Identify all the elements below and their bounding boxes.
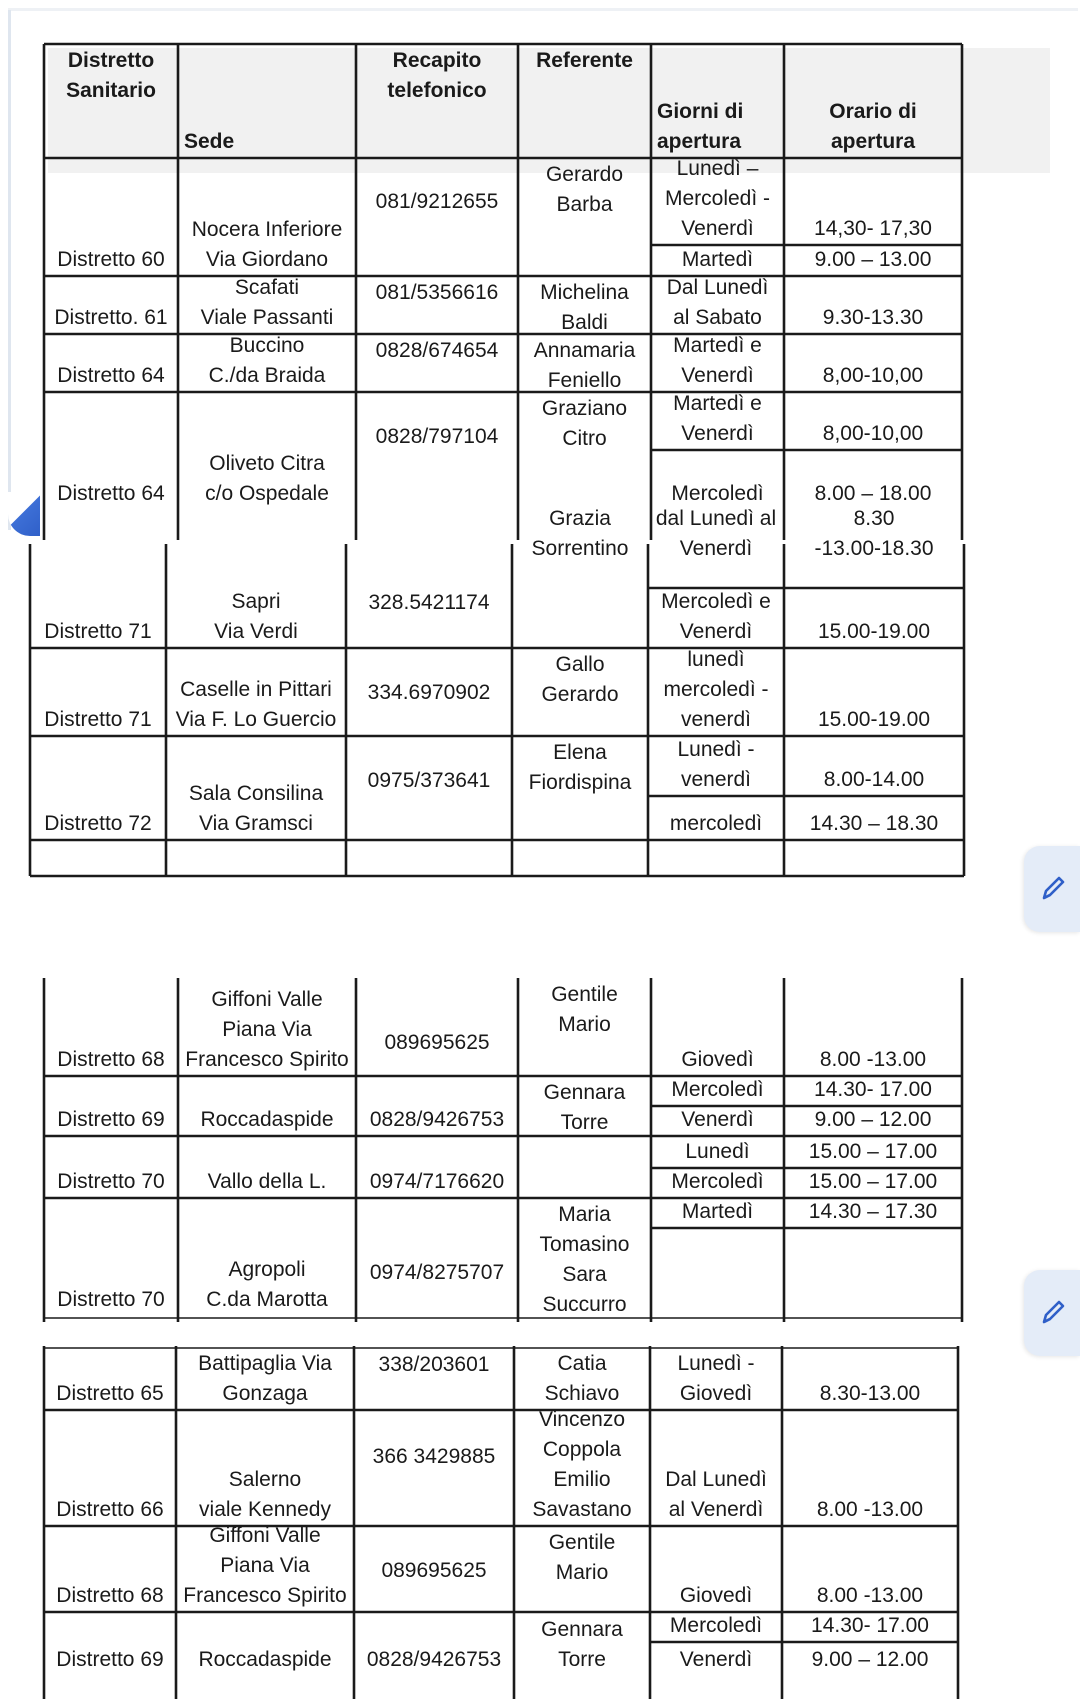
- cell-giorni: al Sabato: [673, 306, 762, 329]
- cell-orario: 14,30- 17,30: [814, 217, 932, 240]
- cell-giorni: Dal Lunedì: [665, 1468, 767, 1491]
- cell-giorni: Martedì e: [673, 334, 762, 357]
- cell-distretto: Distretto 68: [56, 1584, 164, 1607]
- cell-telefono: 0975/373641: [367, 769, 491, 792]
- cell-sede: Via F. Lo Guercio: [175, 708, 337, 731]
- cell-telefono: 334.6970902: [367, 681, 491, 704]
- screenshot-frame-left: [8, 10, 11, 530]
- cell-orario: 8.00 -13.00: [816, 1498, 924, 1521]
- cell-orario: 14.30 – 17.30: [808, 1200, 938, 1223]
- cell-referente: Savastano: [532, 1498, 632, 1521]
- cell-giorni: al Venerdì: [668, 1498, 764, 1521]
- cell-distretto: Distretto 71: [44, 708, 152, 731]
- cell-sede: Roccadaspide: [200, 1108, 334, 1131]
- cell-referente: Gerardo: [545, 163, 624, 186]
- cell-telefono: 0828/9426753: [369, 1108, 505, 1131]
- cell-referente: Gallo: [555, 653, 605, 676]
- cell-giorni: Lunedì -: [677, 1352, 755, 1375]
- column-header-recapito: Recapito: [392, 49, 482, 72]
- cell-giorni: Mercoledì -: [664, 187, 771, 210]
- cell-giorni: Giovedì: [679, 1584, 753, 1607]
- cell-distretto: Distretto 70: [57, 1288, 165, 1311]
- cell-distretto: Distretto 66: [56, 1498, 164, 1521]
- column-header-referente: Referente: [536, 49, 633, 72]
- cell-giorni: Venerdì: [681, 422, 754, 445]
- cell-orario: 9.00 – 12.00: [811, 1648, 929, 1671]
- cell-referente: Gennara: [541, 1618, 623, 1641]
- cell-giorni: Giovedì: [679, 1382, 753, 1405]
- cell-referente: Fiordispina: [528, 771, 632, 794]
- column-header-distretto: Distretto: [67, 49, 155, 72]
- cell-giorni: Lunedì -: [677, 738, 755, 761]
- cell-sede: Buccino: [229, 334, 305, 357]
- cell-orario: 9.30-13.30: [822, 306, 924, 329]
- cell-referente: Tomasino: [539, 1233, 630, 1256]
- cell-giorni: venerdì: [680, 768, 752, 791]
- cell-referente: Gennara: [543, 1081, 626, 1104]
- table-segment-4: [40, 1346, 1058, 1699]
- cell-sede: Giffoni Valle: [209, 1524, 321, 1547]
- cell-orario: 8.00 – 18.00: [814, 482, 932, 505]
- cell-sede: Sala Consilina: [188, 782, 324, 805]
- cell-sede: Vallo della L.: [207, 1170, 327, 1193]
- cell-referente: Graziano: [541, 397, 628, 420]
- cell-orario: 15.00-19.00: [817, 620, 931, 643]
- cell-distretto: Distretto 64: [57, 482, 165, 505]
- screenshot-frame-corner: [8, 492, 42, 536]
- cell-giorni: Venerdì: [679, 620, 753, 643]
- cell-sede: Caselle in Pittari: [180, 678, 332, 701]
- cell-sede: Nocera Inferiore: [191, 218, 343, 241]
- cell-referente: Gerardo: [541, 683, 619, 706]
- cell-sede: c/o Ospedale: [205, 482, 329, 505]
- cell-referente: Michelina: [540, 281, 629, 304]
- screenshot-frame-top: [8, 8, 1078, 11]
- cell-giorni: Lunedì: [685, 1140, 750, 1163]
- cell-referente: Baldi: [561, 311, 608, 334]
- cell-telefono: 0828/674654: [375, 339, 499, 362]
- cell-giorni: Mercoledì: [671, 1170, 764, 1193]
- cell-sede: Via Giordano: [205, 248, 329, 271]
- cell-distretto: Distretto 65: [56, 1382, 164, 1405]
- cell-referente: Emilio: [553, 1468, 611, 1491]
- cell-distretto: Distretto 69: [57, 1108, 165, 1131]
- cell-referente: Maria: [558, 1203, 611, 1226]
- column-header-orario: apertura: [830, 130, 916, 153]
- cell-giorni: Mercoledì: [671, 482, 764, 505]
- cell-orario: 9.00 – 12.00: [814, 1108, 932, 1131]
- cell-giorni: Venerdì: [679, 537, 753, 560]
- cell-telefono: 338/203601: [378, 1353, 490, 1376]
- cell-referente: Gentile: [551, 983, 618, 1006]
- cell-giorni: Venerdì: [681, 217, 754, 240]
- cell-telefono: 0828/797104: [375, 425, 499, 448]
- cell-orario: 14.30 – 18.30: [809, 812, 939, 835]
- cell-telefono: 328.5421174: [368, 591, 490, 614]
- cell-sede: Via Gramsci: [199, 812, 313, 835]
- cell-sede: Viale Passanti: [200, 306, 334, 329]
- cell-telefono: 0828/9426753: [366, 1648, 502, 1671]
- cell-orario: 8.00-14.00: [823, 768, 925, 791]
- table-segment-2: [28, 507, 1058, 964]
- cell-referente: Sorrentino: [531, 537, 629, 560]
- cell-orario: 9.00 – 13.00: [814, 248, 932, 271]
- cell-sede: Sapri: [231, 590, 281, 613]
- cell-orario: 8.30-13.00: [819, 1382, 921, 1405]
- cell-referente: Elena: [553, 741, 607, 764]
- cell-referente: Mario: [555, 1561, 609, 1584]
- cell-distretto: Distretto 70: [57, 1170, 165, 1193]
- cell-referente: Vincenzo: [538, 1408, 625, 1431]
- cell-giorni: Mercoledì: [669, 1614, 763, 1637]
- edit-button[interactable]: [1024, 846, 1080, 932]
- cell-orario: 14.30- 17.00: [811, 1614, 929, 1637]
- pencil-icon: [1040, 1298, 1066, 1328]
- cell-giorni: mercoledì: [669, 812, 763, 835]
- table-segment-1: [40, 40, 1058, 536]
- cell-giorni: mercoledì -: [663, 678, 769, 701]
- cell-referente: Barba: [556, 193, 613, 216]
- cell-telefono: 081/5356616: [375, 281, 499, 304]
- cell-referente: Sara: [562, 1263, 607, 1286]
- cell-giorni: Martedì: [681, 1200, 754, 1223]
- cell-giorni: Giovedì: [681, 1048, 754, 1071]
- cell-giorni: Venerdì: [681, 364, 754, 387]
- cell-referente: Mario: [558, 1013, 611, 1036]
- column-header-giorni: Giorni di: [657, 100, 744, 123]
- cell-sede: viale Kennedy: [199, 1498, 331, 1521]
- cell-distretto: Distretto 60: [57, 248, 165, 271]
- cell-giorni: Venerdì: [681, 1108, 754, 1131]
- cell-telefono: 089695625: [384, 1031, 490, 1054]
- cell-giorni: Lunedì –: [676, 157, 759, 180]
- cell-giorni: Venerdì: [679, 1648, 753, 1671]
- cell-sede: Roccadaspide: [198, 1648, 332, 1671]
- cell-distretto: Distretto 68: [57, 1048, 165, 1071]
- cell-sede: Oliveto Citra: [209, 452, 325, 475]
- cell-telefono: 0974/8275707: [369, 1261, 505, 1284]
- cell-sede: C./da Braida: [208, 364, 326, 387]
- cell-giorni: lunedì: [687, 648, 745, 671]
- cell-giorni: Martedì: [681, 248, 754, 271]
- cell-distretto: Distretto 72: [44, 812, 152, 835]
- cell-orario: 8,00-10,00: [822, 364, 924, 387]
- cell-referente: Torre: [560, 1111, 609, 1134]
- cell-referente: Schiavo: [544, 1382, 620, 1405]
- cell-giorni: Mercoledì e: [661, 590, 771, 613]
- cell-sede: Via Verdi: [214, 620, 298, 643]
- cell-orario: 8,00-10,00: [822, 422, 924, 445]
- cell-sede: Scafati: [234, 276, 300, 299]
- cell-referente: Citro: [562, 427, 607, 450]
- cell-sede: Francesco Spirito: [185, 1048, 349, 1071]
- cell-orario: -13.00-18.30: [814, 537, 934, 560]
- cell-giorni: venerdì: [680, 708, 752, 731]
- cell-orario: 15.00-19.00: [817, 708, 931, 731]
- column-header-orario: Orario di: [829, 100, 917, 123]
- cell-telefono: 081/9212655: [375, 190, 499, 213]
- cell-giorni: Mercoledì: [671, 1078, 764, 1101]
- column-header-distretto: Sanitario: [66, 79, 156, 102]
- cell-distretto: Distretto. 61: [54, 306, 168, 329]
- cell-sede: Gonzaga: [222, 1382, 308, 1405]
- cell-referente: Gentile: [548, 1531, 616, 1554]
- cell-distretto: Distretto 69: [56, 1648, 164, 1671]
- cell-sede: Agropoli: [228, 1258, 306, 1281]
- cell-referente: Succurro: [542, 1293, 627, 1316]
- cell-sede: Battipaglia Via: [198, 1352, 332, 1375]
- cell-referente: Catia: [557, 1352, 607, 1375]
- column-header-recapito: telefonico: [387, 79, 487, 102]
- cell-telefono: 0974/7176620: [369, 1170, 505, 1193]
- cell-sede: C.da Marotta: [206, 1288, 328, 1311]
- cell-referente: Coppola: [542, 1438, 622, 1461]
- cell-sede: Giffoni Valle: [211, 988, 323, 1011]
- cell-referente: Torre: [558, 1648, 606, 1671]
- cell-giorni: dal Lunedì al: [655, 507, 777, 530]
- edit-button[interactable]: [1024, 1270, 1080, 1356]
- column-header-sede: Sede: [184, 130, 235, 153]
- cell-referente: Annamaria: [533, 339, 636, 362]
- cell-telefono: 366 3429885: [372, 1445, 496, 1468]
- cell-giorni: Dal Lunedì: [666, 276, 769, 299]
- cell-orario: 8.00 -13.00: [816, 1584, 924, 1607]
- cell-sede: Francesco Spirito: [183, 1584, 347, 1607]
- table-segment-3: [40, 978, 1058, 1338]
- cell-referente: Grazia: [549, 507, 611, 530]
- cell-orario: 15.00 – 17.00: [808, 1170, 938, 1193]
- cell-distretto: Distretto 71: [44, 620, 152, 643]
- cell-sede: Piana Via: [222, 1018, 312, 1041]
- cell-referente: Feniello: [547, 369, 622, 392]
- cell-sede: Piana Via: [220, 1554, 310, 1577]
- cell-orario: 14.30- 17.00: [814, 1078, 932, 1101]
- cell-giorni: Martedì e: [673, 392, 762, 415]
- pencil-icon: [1040, 874, 1066, 904]
- cell-distretto: Distretto 64: [57, 364, 165, 387]
- column-header-giorni: apertura: [657, 130, 742, 153]
- cell-telefono: 089695625: [381, 1559, 487, 1582]
- cell-orario: 8.00 -13.00: [819, 1048, 927, 1071]
- cell-sede: Salerno: [228, 1468, 302, 1491]
- cell-orario: 15.00 – 17.00: [808, 1140, 938, 1163]
- cell-orario: 8.30: [853, 507, 895, 530]
